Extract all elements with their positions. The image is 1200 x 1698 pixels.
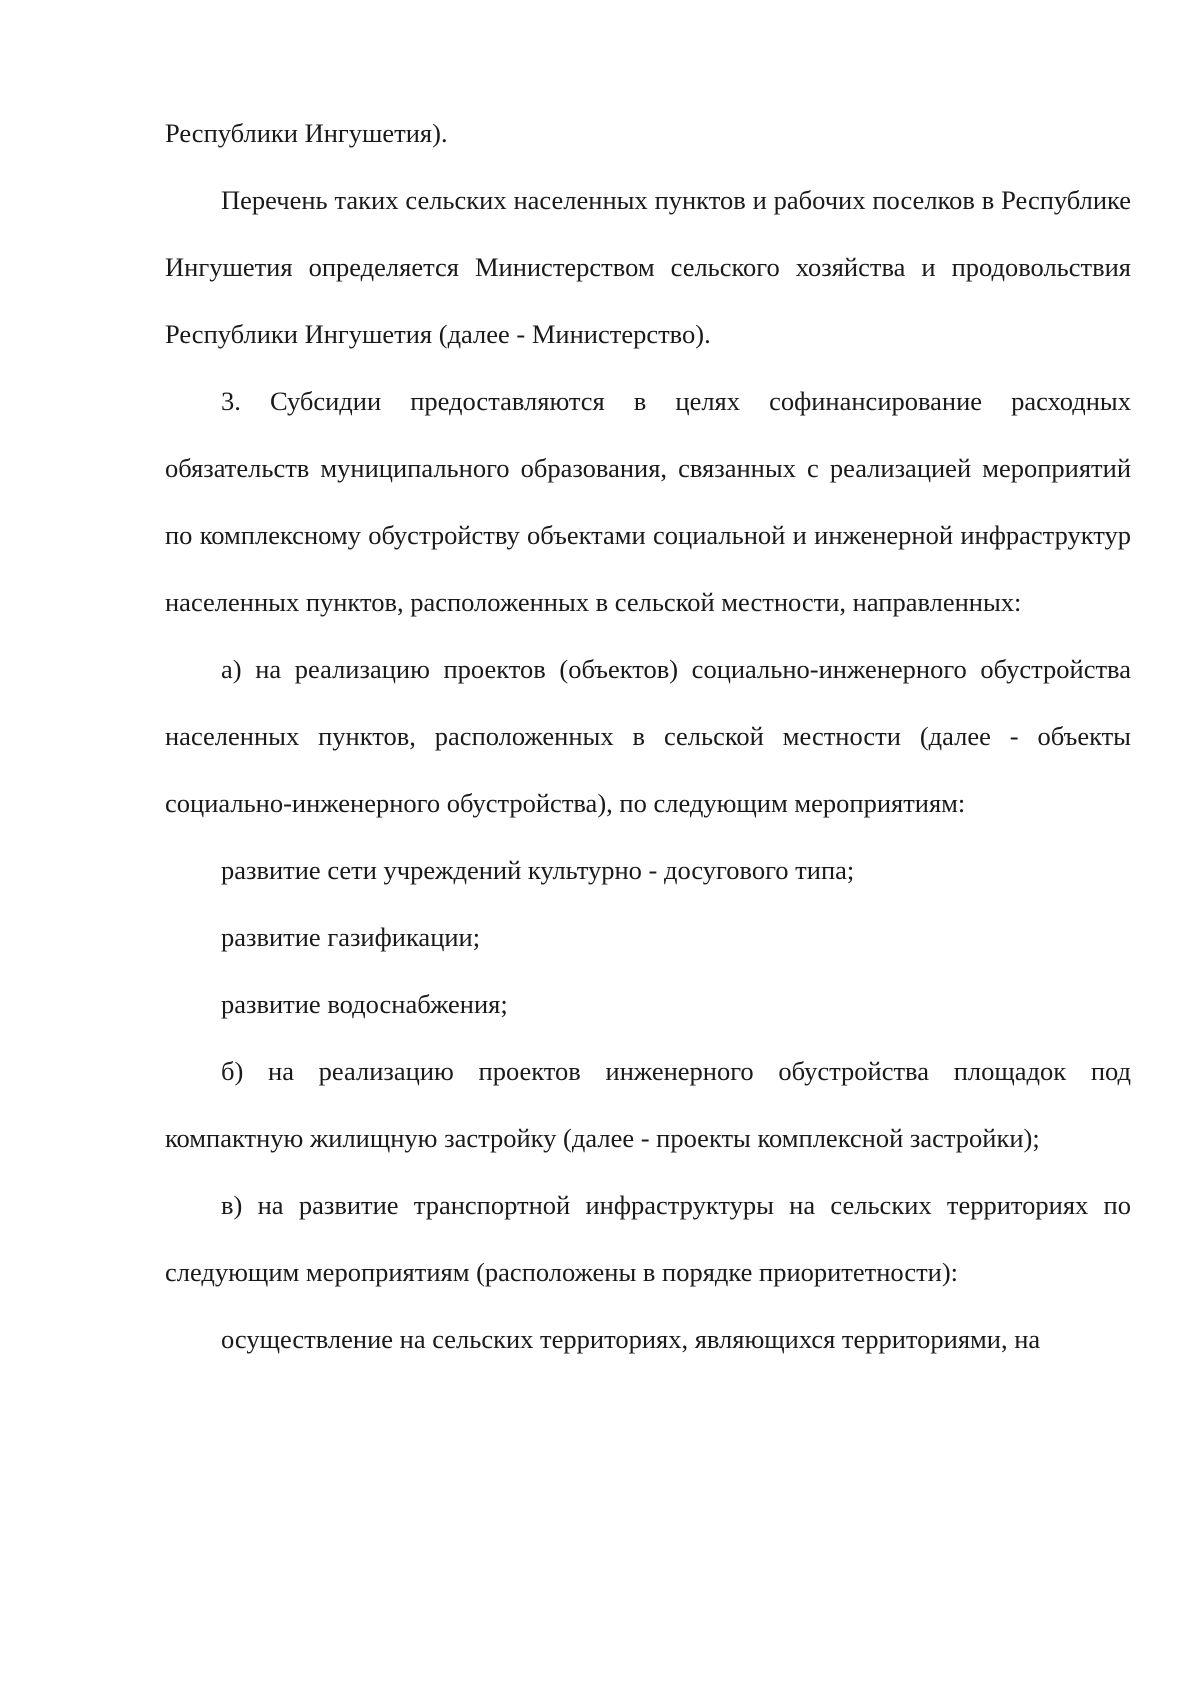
list-item-water: развитие водоснабжения;: [221, 989, 508, 1019]
paragraph-settlements-list: Перечень таких сельских населенных пунктов и рабочих поселков в Республике Ингушетия определяется Министерством сельского хозяйства и продовольствия Республики Ингушетия (далее - Министерство).: [165, 185, 1131, 349]
paragraph-item-b: б) на реализацию проектов инженерного обустройства площадок под компактную жилищную застройку (далее - проекты комплексной застройки);: [165, 1056, 1131, 1153]
paragraph-item-a: а) на реализацию проектов (объектов) социально-инженерного обустройства населенных пунктов, расположенных в сельской местности (далее - объекты социально-инженерного обустройства), по следующим мероприятиям:: [165, 654, 1131, 818]
paragraph-clause-3: 3. Субсидии предоставляются в целях софинансирование расходных обязательств муниципального образования, связанных с реализацией мероприятий по комплексному обустройству объектами социальной и инженерной инфраструктур населенных пунктов, расположенных в сельской местности, направленных:: [165, 386, 1131, 617]
paragraph-continuation: Республики Ингушетия).: [165, 118, 448, 148]
list-item-culture: развитие сети учреждений культурно - досугового типа;: [221, 855, 855, 885]
paragraph-item-v: в) на развитие транспортной инфраструктуры на сельских территориях по следующим мероприятиям (расположены в порядке приоритетности):: [165, 1190, 1131, 1287]
paragraph-territories: осуществление на сельских территориях, являющихся территориями, на: [221, 1324, 1041, 1354]
list-item-gas: развитие газификации;: [221, 922, 481, 952]
document-page: [165, 100, 1131, 1373]
